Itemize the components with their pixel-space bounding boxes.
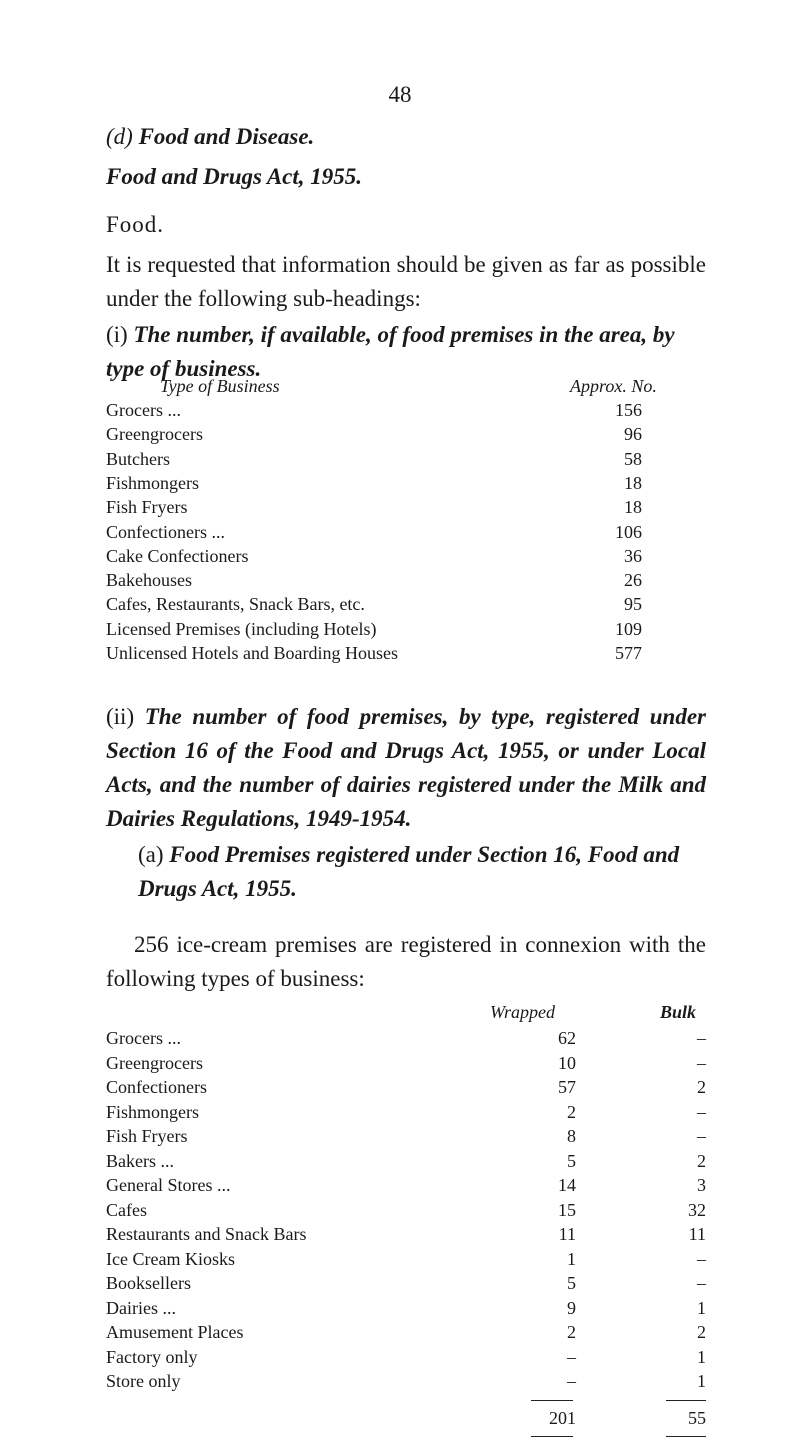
wrapped-value: 9 bbox=[567, 1297, 576, 1318]
total-bulk: 55 bbox=[688, 1407, 706, 1428]
wrapped-value: 62 bbox=[558, 1028, 576, 1048]
row-label: Unlicensed Hotels and Boarding Houses bbox=[106, 643, 398, 663]
wrapped-value: 8 bbox=[567, 1126, 576, 1146]
row-label: Fishmongers bbox=[106, 472, 200, 493]
table-row bbox=[106, 1077, 706, 1101]
table-row bbox=[106, 1371, 706, 1395]
table-row bbox=[106, 546, 666, 570]
row-label: Bakehouses bbox=[106, 570, 192, 591]
intro-paragraph: It is requested that information should be given as far as possible under the following sub-headings: bbox=[106, 252, 706, 311]
wrapped-value: 2 bbox=[567, 1101, 576, 1122]
section-heading bbox=[106, 124, 314, 150]
table-row bbox=[106, 1322, 706, 1346]
col-wrapped-header: Wrapped bbox=[490, 1002, 555, 1022]
part-ii-heading bbox=[106, 700, 706, 836]
table-row bbox=[106, 1224, 706, 1248]
table-row bbox=[106, 1249, 706, 1273]
row-label: General Stores ... bbox=[106, 1175, 231, 1195]
col-bulk-header: Bulk bbox=[660, 1002, 697, 1022]
wrapped-value: 2 bbox=[567, 1322, 576, 1342]
wrapped-value: 14 bbox=[558, 1175, 576, 1195]
row-label: Fishmongers bbox=[106, 1101, 200, 1122]
page-number: 48 bbox=[388, 82, 412, 107]
bulk-value: – bbox=[697, 1101, 706, 1122]
row-value: 109 bbox=[615, 618, 642, 639]
act-title: Food and Drugs Act, 1955. bbox=[106, 164, 363, 189]
table-row bbox=[106, 473, 666, 497]
row-label: Confectioners bbox=[106, 1077, 207, 1097]
row-label: Greengrocers bbox=[106, 1052, 203, 1073]
row-value: 58 bbox=[624, 448, 642, 469]
row-label: Cake Confectioners bbox=[106, 545, 249, 566]
business-table bbox=[106, 400, 666, 670]
table-row bbox=[106, 400, 666, 424]
bulk-value: 11 bbox=[688, 1224, 706, 1244]
bulk-value: – bbox=[697, 1248, 706, 1269]
table-row bbox=[106, 1102, 706, 1126]
table-row bbox=[106, 424, 666, 448]
icecream-paragraph: 256 ice-cream premises are registered in connexion with the following types of business: bbox=[106, 932, 706, 991]
row-value: 26 bbox=[624, 570, 642, 591]
row-label: Licensed Premises (including Hotels) bbox=[106, 618, 377, 639]
wrapped-value: 15 bbox=[558, 1199, 576, 1220]
icecream-table bbox=[106, 1028, 706, 1428]
row-label: Booksellers bbox=[106, 1273, 191, 1293]
col-type-header: Type of Business bbox=[160, 376, 280, 396]
sub-a-heading bbox=[138, 838, 704, 906]
bulk-value: 2 bbox=[697, 1322, 706, 1342]
total-wrapped: 201 bbox=[549, 1407, 576, 1428]
row-label: Cafes, Restaurants, Snack Bars, etc. bbox=[106, 594, 365, 615]
bulk-value: 1 bbox=[697, 1371, 706, 1391]
part-i-title: The number, if available, of food premises in the area, by type of business. bbox=[106, 322, 675, 381]
row-value: 577 bbox=[615, 643, 642, 663]
row-label: Ice Cream Kiosks bbox=[106, 1248, 235, 1269]
bulk-value: – bbox=[697, 1273, 706, 1293]
bulk-value: – bbox=[697, 1126, 706, 1146]
wrapped-value: 10 bbox=[558, 1052, 576, 1073]
table-row bbox=[106, 1151, 706, 1175]
food-heading: Food. bbox=[106, 212, 165, 237]
wrapped-value: 5 bbox=[567, 1150, 576, 1171]
row-label: Factory only bbox=[106, 1346, 198, 1367]
row-value: 18 bbox=[624, 472, 642, 493]
row-label: Bakers ... bbox=[106, 1150, 174, 1171]
table-row bbox=[106, 570, 666, 594]
table-row bbox=[106, 643, 666, 667]
row-label: Restaurants and Snack Bars bbox=[106, 1224, 307, 1244]
section-letter: (d) bbox=[106, 124, 133, 149]
bulk-value: – bbox=[697, 1052, 706, 1073]
table-row bbox=[106, 497, 666, 521]
table-row bbox=[106, 1126, 706, 1150]
row-value: 18 bbox=[624, 497, 642, 518]
total-rule-bottom-wrapped bbox=[531, 1436, 573, 1437]
row-label: Grocers ... bbox=[106, 400, 181, 420]
table-row bbox=[106, 619, 666, 643]
row-label: Amusement Places bbox=[106, 1322, 244, 1342]
row-label: Store only bbox=[106, 1371, 181, 1391]
wrapped-value: 5 bbox=[567, 1273, 576, 1293]
row-value: 96 bbox=[624, 424, 642, 445]
row-value: 106 bbox=[615, 521, 642, 542]
wrapped-value: – bbox=[567, 1371, 576, 1391]
sub-a-title: Food Premises registered under Section 16, Food and Drugs Act, 1955. bbox=[138, 842, 680, 901]
wrapped-value: – bbox=[567, 1346, 576, 1367]
bulk-value: 1 bbox=[697, 1297, 706, 1318]
bulk-value: 32 bbox=[688, 1199, 706, 1220]
row-label: Fish Fryers bbox=[106, 497, 188, 518]
bulk-value: 2 bbox=[697, 1077, 706, 1097]
row-label: Confectioners ... bbox=[106, 521, 225, 542]
part-ii-num: (ii) bbox=[106, 704, 135, 729]
table-row bbox=[106, 1347, 706, 1371]
row-label: Fish Fryers bbox=[106, 1126, 188, 1146]
row-value: 156 bbox=[615, 400, 642, 420]
total-rule-top-wrapped bbox=[531, 1400, 573, 1401]
total-rule-bottom-bulk bbox=[666, 1436, 706, 1437]
sub-a-num: (a) bbox=[138, 842, 164, 867]
col-approx-header: Approx. No. bbox=[570, 376, 657, 396]
bulk-value: – bbox=[697, 1028, 706, 1048]
wrapped-value: 1 bbox=[567, 1248, 576, 1269]
table-row bbox=[106, 449, 666, 473]
bulk-value: 2 bbox=[697, 1150, 706, 1171]
table-row bbox=[106, 522, 666, 546]
wrapped-value: 11 bbox=[558, 1224, 576, 1244]
part-i-num: (i) bbox=[106, 322, 128, 347]
section-title: Food and Disease. bbox=[138, 124, 315, 149]
table-row bbox=[106, 1298, 706, 1322]
wrapped-value: 57 bbox=[558, 1077, 576, 1097]
row-label: Butchers bbox=[106, 448, 170, 469]
table-row bbox=[106, 1273, 706, 1297]
table-row bbox=[106, 1053, 706, 1077]
part-ii-title: The number of food premises, by type, registered under Section 16 of the Food and Drugs Act, 1955, or under Local Acts, and the number of dairies registered under the Milk and Dairies Regulations, 1949-1954. bbox=[106, 704, 706, 831]
row-label: Grocers ... bbox=[106, 1028, 181, 1048]
row-label: Greengrocers bbox=[106, 424, 203, 445]
row-value: 95 bbox=[624, 594, 642, 615]
bulk-value: 3 bbox=[697, 1175, 706, 1195]
total-rule-top-bulk bbox=[666, 1400, 706, 1401]
row-label: Cafes bbox=[106, 1199, 147, 1220]
table-row bbox=[106, 594, 666, 618]
table-row bbox=[106, 1200, 706, 1224]
table-row bbox=[106, 1175, 706, 1199]
row-label: Dairies ... bbox=[106, 1297, 176, 1318]
bulk-value: 1 bbox=[697, 1346, 706, 1367]
table-row bbox=[106, 1028, 706, 1052]
row-value: 36 bbox=[624, 545, 642, 566]
